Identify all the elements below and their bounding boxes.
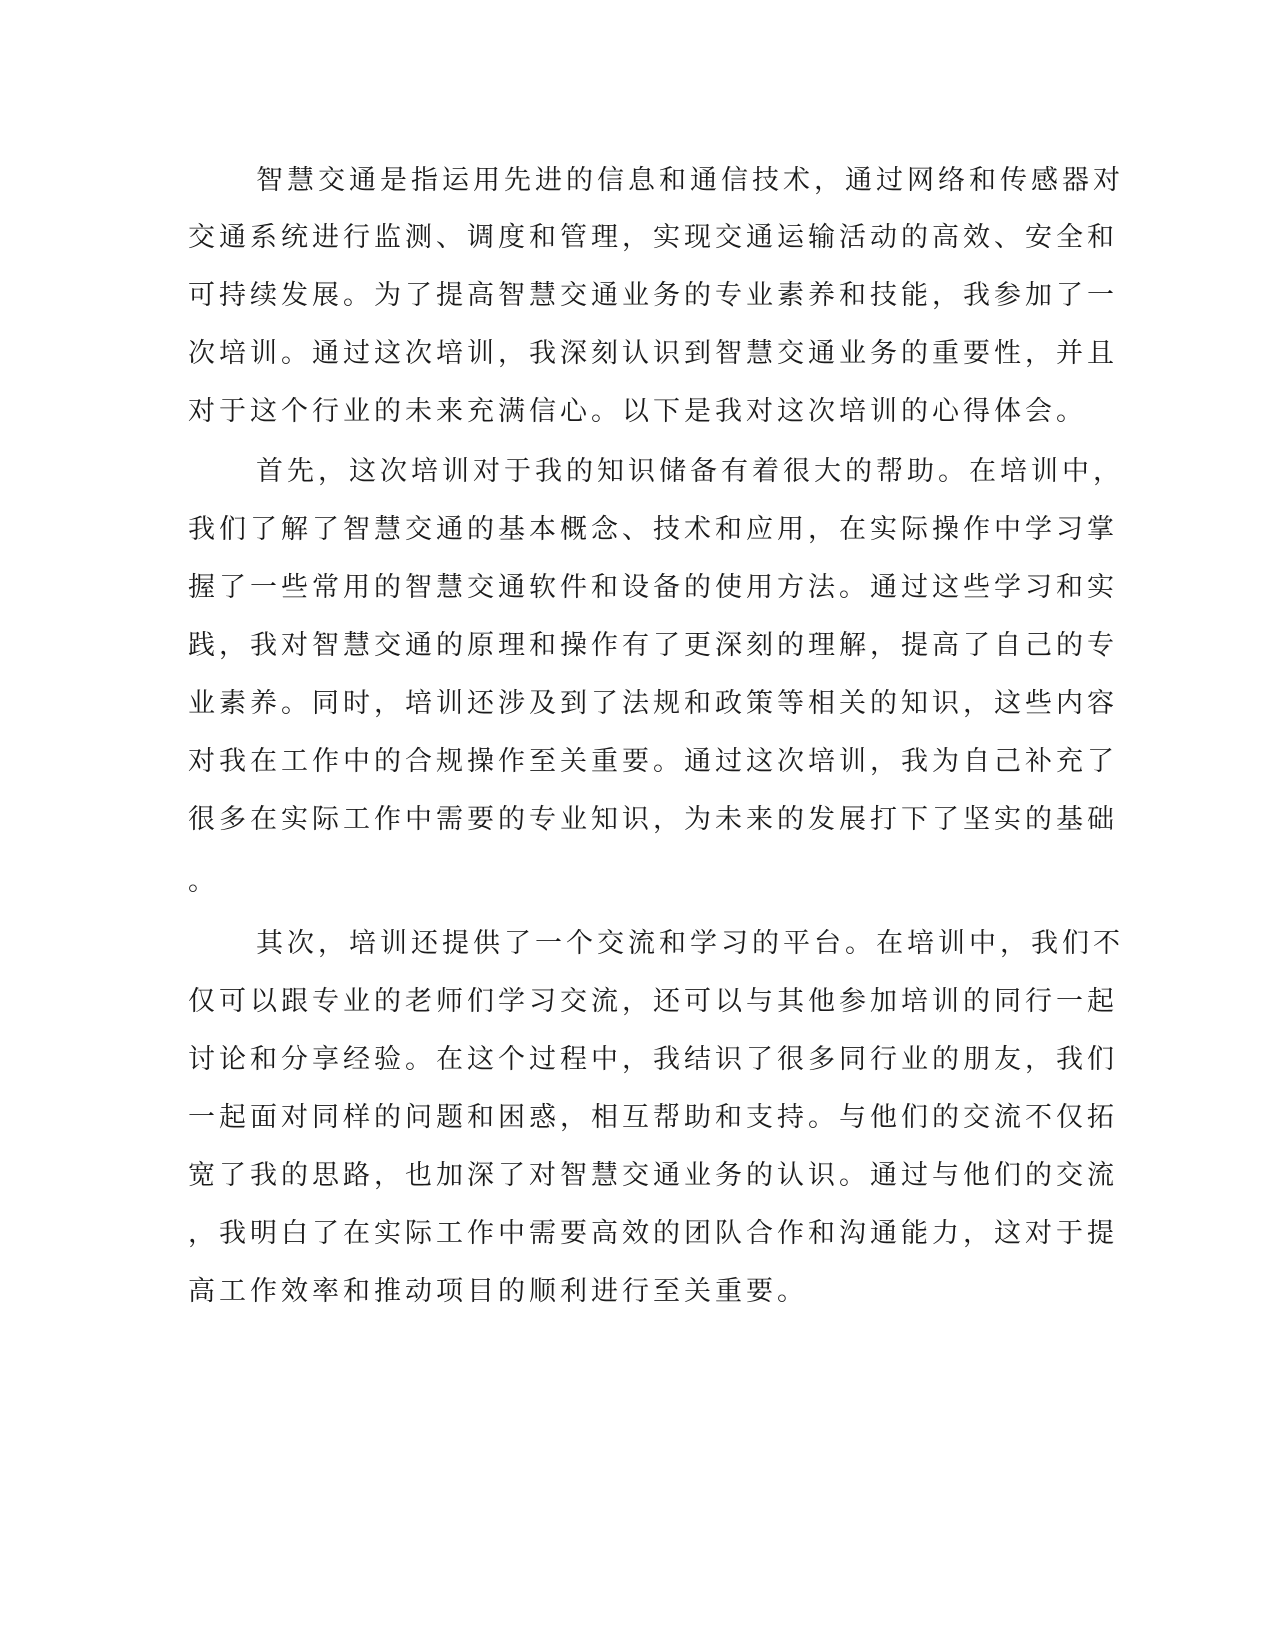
text-line: 高工作效率和推动项目的顺利进行至关重要。 xyxy=(188,1276,808,1307)
text-line: 智慧交通是指运用先进的信息和通信技术，通过网络和传感器对 xyxy=(256,165,1124,196)
text-line: 握了一些常用的智慧交通软件和设备的使用方法。通过这些学习和实 xyxy=(188,572,1118,603)
text-line: 交通系统进行监测、调度和管理，实现交通运输活动的高效、安全和 xyxy=(188,222,1118,253)
text-line: 宽了我的思路，也加深了对智慧交通业务的认识。通过与他们的交流 xyxy=(188,1160,1118,1191)
text-line: ，我明白了在实际工作中需要高效的团队合作和沟通能力，这对于提 xyxy=(188,1218,1118,1249)
text-line: 次培训。通过这次培训，我深刻认识到智慧交通业务的重要性，并且 xyxy=(188,338,1118,369)
text-line: 讨论和分享经验。在这个过程中，我结识了很多同行业的朋友，我们 xyxy=(188,1044,1118,1075)
text-line: 对我在工作中的合规操作至关重要。通过这次培训，我为自己补充了 xyxy=(188,746,1118,777)
text-line: 其次，培训还提供了一个交流和学习的平台。在培训中，我们不 xyxy=(256,928,1124,959)
text-line: 可持续发展。为了提高智慧交通业务的专业素养和技能，我参加了一 xyxy=(188,280,1118,311)
text-line: 仅可以跟专业的老师们学习交流，还可以与其他参加培训的同行一起 xyxy=(188,986,1118,1017)
text-line: 首先，这次培训对于我的知识储备有着很大的帮助。在培训中， xyxy=(256,456,1124,487)
text-line: 。 xyxy=(188,866,219,897)
text-line: 践，我对智慧交通的原理和操作有了更深刻的理解，提高了自己的专 xyxy=(188,630,1118,661)
text-line: 很多在实际工作中需要的专业知识，为未来的发展打下了坚实的基础 xyxy=(188,804,1118,835)
text-line: 对于这个行业的未来充满信心。以下是我对这次培训的心得体会。 xyxy=(188,396,1087,427)
text-line: 业素养。同时，培训还涉及到了法规和政策等相关的知识，这些内容 xyxy=(188,688,1118,719)
text-line: 一起面对同样的问题和困惑，相互帮助和支持。与他们的交流不仅拓 xyxy=(188,1102,1118,1133)
text-line: 我们了解了智慧交通的基本概念、技术和应用，在实际操作中学习掌 xyxy=(188,514,1118,545)
